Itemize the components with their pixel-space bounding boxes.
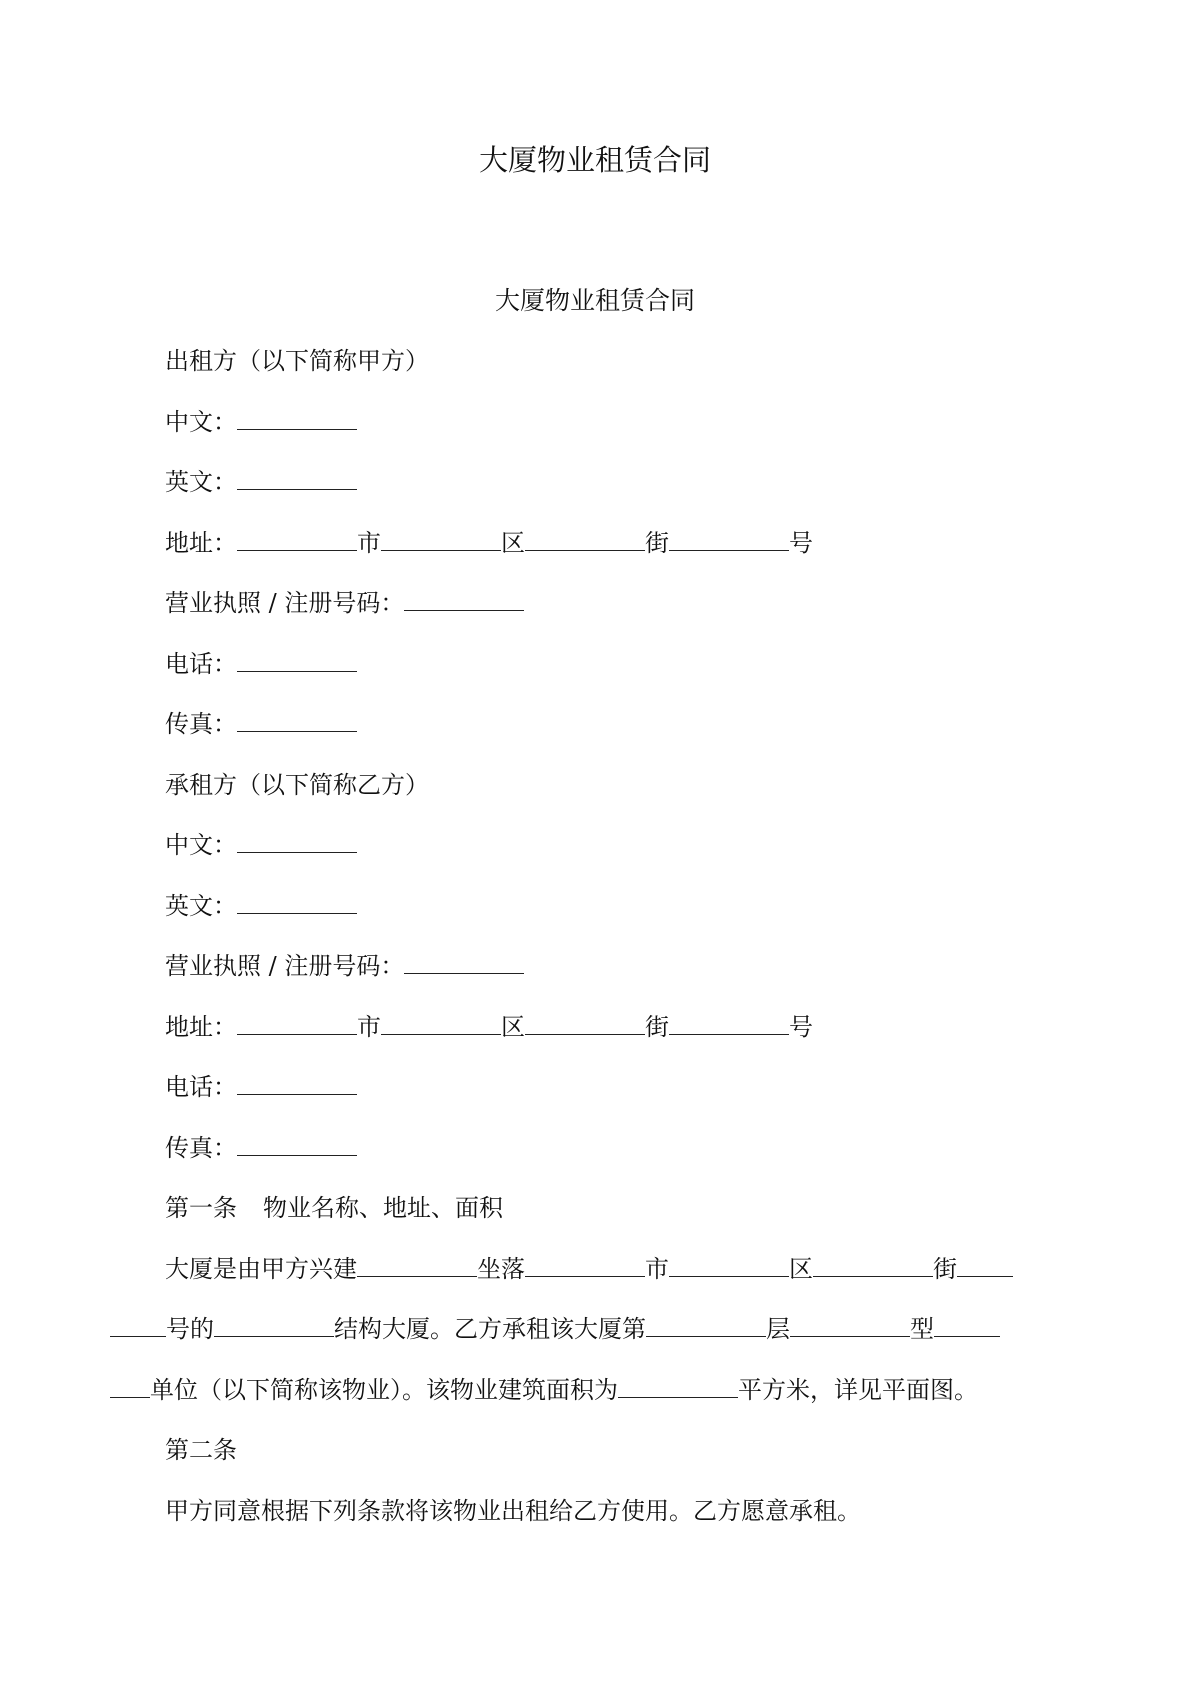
article1-line-1: 大厦是由甲方兴建 坐落 市 区 街 [110, 1251, 1075, 1312]
blank-field [790, 1314, 910, 1337]
lessee-license: 营业执照 / 注册号码： [110, 948, 1075, 1009]
blank-field [214, 1314, 334, 1337]
lessee-address: 地址： 市 区 街 号 [165, 1012, 813, 1041]
blank-field [381, 1012, 501, 1035]
blank-field [237, 891, 357, 914]
lessor-english-name: 英文： [110, 464, 1075, 525]
blank-field [618, 1375, 738, 1398]
blank-field [237, 407, 357, 430]
article2-heading: 第二条 [165, 1436, 237, 1464]
blank-field [237, 709, 357, 732]
blank-field [404, 588, 524, 611]
lessor-phone: 电话： [110, 646, 1075, 707]
blank-field [669, 1254, 789, 1277]
blank-field [381, 528, 501, 551]
lessee-fax: 传真： [110, 1130, 1075, 1191]
blank-field [669, 1012, 789, 1035]
article2-text: 甲方同意根据下列条款将该物业出租给乙方使用。乙方愿意承租。 [165, 1496, 861, 1525]
lessee-english-name: 英文： [110, 888, 1075, 949]
blank-field [525, 1254, 645, 1277]
document-title: 大厦物业租赁合同 [494, 286, 695, 315]
article1-line-3: 单位（以下简称该物业）。该物业建筑面积为 平方米，详见平面图。 [110, 1372, 1075, 1433]
lessee-chinese-name: 中文： [110, 827, 1075, 888]
document-body [110, 343, 1075, 1553]
blank-field [237, 1012, 357, 1035]
lessee-phone: 电话： [110, 1069, 1075, 1130]
blank-field [525, 528, 645, 551]
main-title: 大厦物业租赁合同 [478, 143, 711, 177]
lessor-chinese-name: 中文： [110, 404, 1075, 465]
blank-field [237, 1072, 357, 1095]
blank-field [669, 528, 789, 551]
blank-field [525, 1012, 645, 1035]
blank-field [934, 1314, 1000, 1337]
blank-field [110, 1314, 166, 1337]
lessee-heading: 承租方（以下简称乙方） [165, 770, 429, 799]
blank-field [237, 528, 357, 551]
article1-line-2: 号的 结构大厦。乙方承租该大厦第 层 型 [110, 1311, 1075, 1372]
lessor-address: 地址： 市 区 街 号 [165, 528, 813, 557]
blank-field [404, 951, 524, 974]
article1-heading: 第一条 物业名称、地址、面积 [165, 1194, 503, 1222]
blank-field [237, 1133, 357, 1156]
article1-paragraph [110, 1251, 1075, 1433]
lessor-license: 营业执照 / 注册号码： [110, 585, 1075, 646]
blank-field [957, 1254, 1013, 1277]
lessor-heading: 出租方（以下简称甲方） [165, 347, 429, 375]
blank-field [237, 649, 357, 672]
blank-field [237, 467, 357, 490]
lessor-fax: 传真： [110, 706, 1075, 767]
blank-field [813, 1254, 933, 1277]
blank-field [110, 1375, 150, 1398]
blank-field [357, 1254, 477, 1277]
blank-field [237, 830, 357, 853]
blank-field [646, 1314, 766, 1337]
